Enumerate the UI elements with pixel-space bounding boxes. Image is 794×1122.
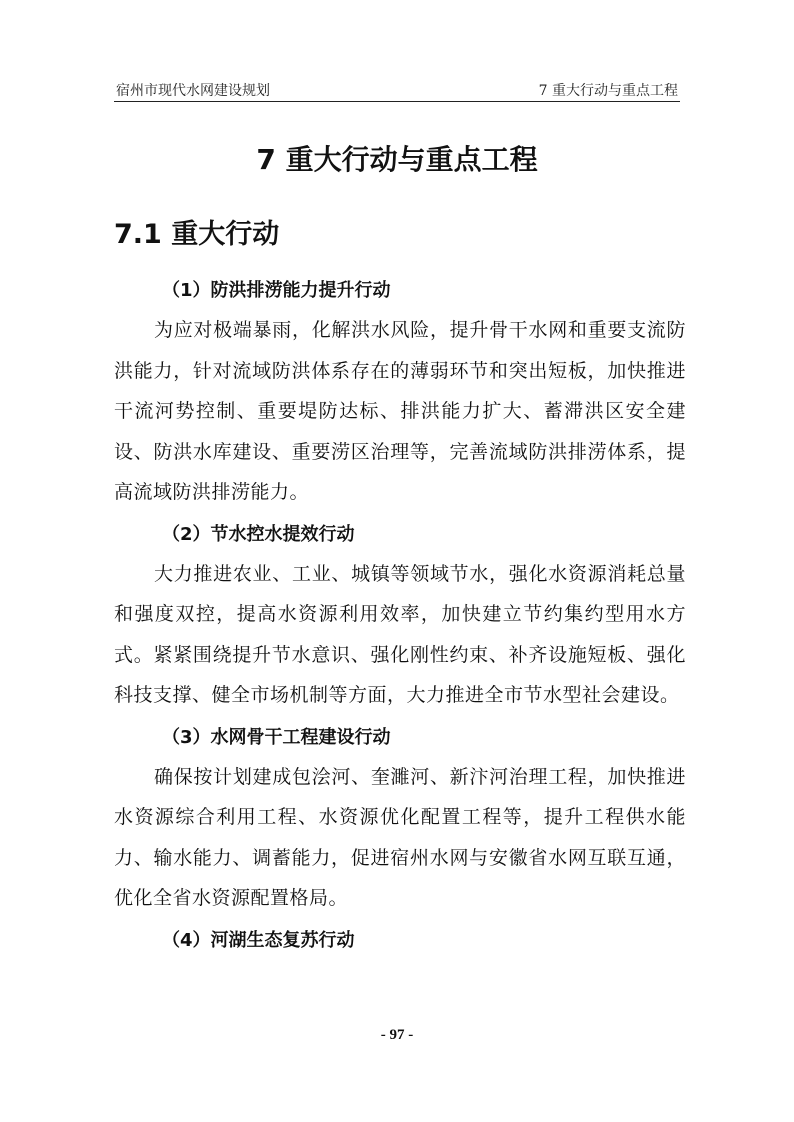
header-divider	[114, 101, 680, 102]
action-heading-ecological-restoration: （4）河湖生态复苏行动	[162, 929, 355, 951]
action-paragraph-backbone-project: 确保按计划建成包浍河、奎濉河、新汴河治理工程，加快推进水资源综合利用工程、水资源优化配置工程等，提升工程供水能力、输水能力、调蓄能力，促进宿州水网与安徽省水网互联互通，优化全省水资源配置格局。	[114, 765, 686, 909]
page-number: - 97 -	[380, 1027, 414, 1043]
header-chapter-title: 7 重大行动与重点工程	[538, 83, 678, 99]
action-heading-flood-control: （1）防洪排涝能力提升行动	[162, 280, 391, 301]
chapter-title: 7 重大行动与重点工程	[256, 143, 538, 176]
action-paragraph-water-saving: 大力推进农业、工业、城镇等领域节水，强化水资源消耗总量和强度双控，提高水资源利用效率，加快建立节约集约型用水方式。紧紧围绕提升节水意识、强化刚性约束、补齐设施短板、强化科技支撑、健全市场机制等方面，大力推进全市节水型社会建设。	[114, 562, 686, 706]
action-heading-water-saving: （2）节水控水提效行动	[162, 523, 355, 545]
running-header	[116, 80, 678, 100]
action-paragraph-flood-control: 为应对极端暴雨，化解洪水风险，提升骨干水网和重要支流防洪能力，针对流域防洪体系存在的薄弱环节和突出短板，加快推进干流河势控制、重要堤防达标、排洪能力扩大、蓄滞洪区安全建设、防洪水库建设、重要涝区治理等，完善流域防洪排涝体系，提高流域防洪排涝能力。	[114, 319, 686, 503]
page-body	[114, 272, 686, 960]
action-heading-backbone-project: （3）水网骨干工程建设行动	[162, 726, 391, 748]
section-title: 7.1 重大行动	[114, 219, 280, 250]
header-document-title: 宿州市现代水网建设规划	[116, 83, 270, 99]
